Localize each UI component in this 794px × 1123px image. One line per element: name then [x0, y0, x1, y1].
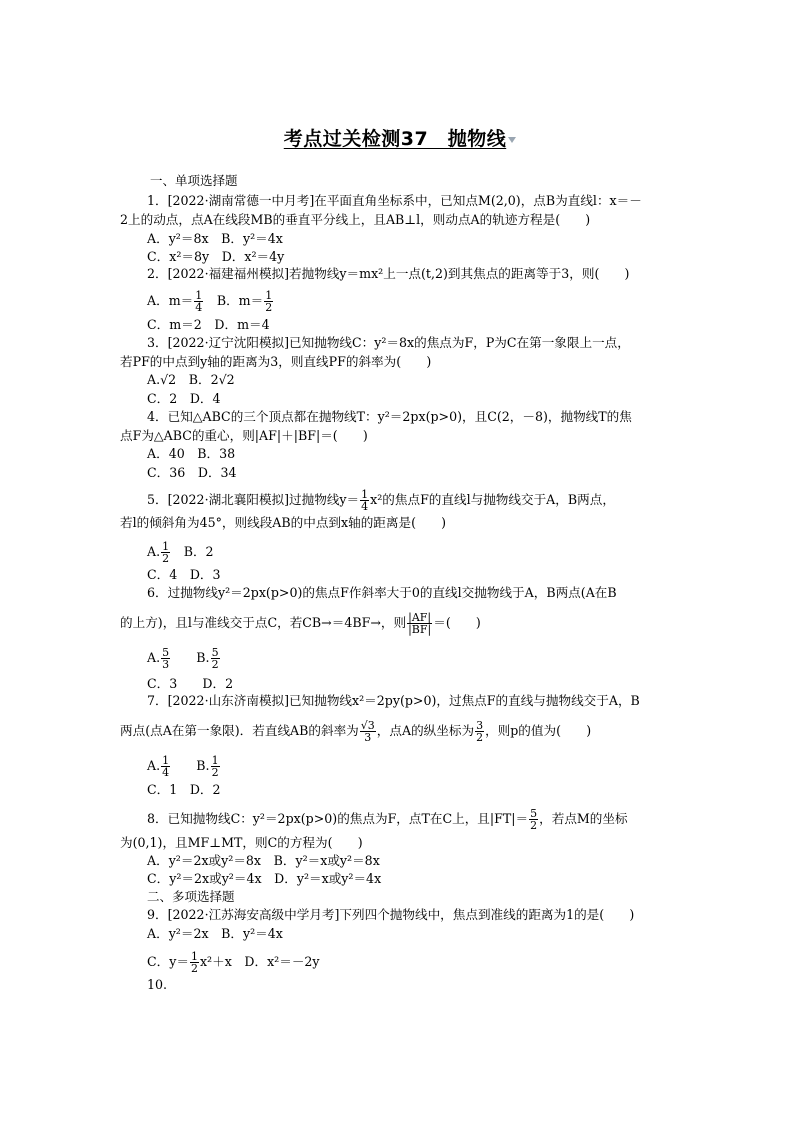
q4-options-cd: C．36 D．34 [147, 465, 237, 480]
fraction: $\frac{1}{2}$ [211, 754, 219, 779]
q5-options-cd: C．4 D．3 [147, 567, 221, 582]
q7-line1: 7．[2022·山东济南模拟]已知抛物线x²＝2py(p>0)，过焦点F的直线与抛物线交于A，B [147, 693, 640, 708]
q3-line2: 若PF的中点到y轴的距离为3，则直线PF的斜率为( ) [120, 354, 432, 369]
fraction: $\frac{√3}{3}$ [360, 719, 375, 744]
dropdown-marker-icon [508, 137, 516, 143]
q3-line1: 3．[2022·辽宁沈阳模拟]已知抛物线C：y²＝8x的焦点为F，P为C在第一象限上一点， [147, 335, 630, 350]
q9-options-ab: A．y²＝2x B．y²＝4x [147, 926, 283, 941]
q3-options-cd: C．2 D．4 [147, 391, 221, 406]
fraction: $\frac{5}{2}$ [211, 646, 219, 671]
q2-options-ab: A．m＝ $\frac{1}{4}$ B．m＝ $\frac{1}{2}$ [147, 289, 273, 314]
q6-options-cd: C．3 D．2 [147, 676, 234, 691]
q1-options-ab: A．y²＝8x B．y²＝4x [147, 231, 283, 246]
q8-line1: 8．已知抛物线C：y²＝2px(p>0)的焦点为F，点T在C上，且|FT|＝ $\frac{5}{2}$ ，若点M的坐标 [147, 807, 628, 832]
page-title: 考点过关检测37 抛物线 [120, 124, 680, 151]
q4-options-ab: A．40 B．38 [147, 446, 236, 461]
q6-line2: 的上方)，且l与准线交于点C，若CB→＝4BF→，则 $\frac{|AF|}{|BF|}$ ＝( ) [120, 611, 481, 636]
q8-options-cd: C．y²＝2x或y²＝4x D．y²＝x或y²＝4x [147, 871, 382, 886]
q3-options-ab: A.√2 B．2√2 [147, 372, 235, 387]
section-single-choice: 一、单项选择题 [150, 173, 238, 188]
q10-line1: 10. [147, 977, 168, 992]
fraction: $\frac{1}{4}$ [195, 289, 203, 314]
fraction: $\frac{3}{2}$ [476, 719, 484, 744]
q5-options-ab: A. $\frac{1}{2}$ B．2 [147, 540, 214, 565]
q8-line2: 为(0,1)，且MF⊥MT，则C的方程为( ) [120, 835, 363, 850]
q8-options-ab: A．y²＝2x或y²＝8x B．y²＝x或y²＝8x [147, 853, 380, 868]
q4-line1: 4．已知△ABC的三个顶点都在抛物线T：y²＝2px(p>0)，且C(2，－8)，抛物线T的焦 [147, 409, 632, 424]
q7-options-ab: A. $\frac{1}{4}$ B. $\frac{1}{2}$ [147, 754, 219, 779]
q1-line2: 2上的动点，点A在线段MB的垂直平分线上，且AB⊥l，则动点A的轨迹方程是( ) [120, 212, 591, 227]
fraction: $\frac{1}{4}$ [162, 754, 170, 779]
q6-options-ab: A. $\frac{5}{3}$ B. $\frac{5}{2}$ [147, 646, 219, 671]
fraction: $\frac{1}{2}$ [190, 950, 198, 975]
fraction: $\frac{1}{2}$ [162, 540, 170, 565]
q9-line1: 9．[2022·江苏海安高级中学月考]下列四个抛物线中，焦点到准线的距离为1的是( ) [147, 907, 635, 922]
fraction: $\frac{1}{4}$ [361, 488, 369, 513]
section-multi-choice: 二、多项选择题 [147, 889, 235, 904]
fraction: $\frac{5}{3}$ [162, 646, 170, 671]
q7-line2: 两点(点A在第一象限)．若直线AB的斜率为 $\frac{√3}{3}$ ，点A的纵坐标为 $\frac{3}{2}$ ，则p的值为( ) [120, 719, 592, 744]
q6-line1: 6．过抛物线y²＝2px(p>0)的焦点F作斜率大于0的直线l交抛物线于A，B两点(A在B [147, 585, 617, 600]
q1-options-cd: C．x²＝8y D．x²＝4y [147, 249, 285, 264]
q5-line1: 5．[2022·湖北襄阳模拟]过抛物线y＝ $\frac{1}{4}$ x²的焦点F的直线l与抛物线交于A，B两点， [147, 488, 615, 513]
q2-line1: 2．[2022·福建福州模拟]若抛物线y＝mx²上一点(t,2)到其焦点的距离等于3，则( ) [147, 266, 630, 281]
fraction: $\frac{5}{2}$ [530, 807, 538, 832]
q5-line2: 若l的倾斜角为45°，则线段AB的中点到x轴的距离是( ) [120, 515, 447, 530]
fraction: $\frac{1}{2}$ [265, 289, 273, 314]
fraction: $\frac{|AF|}{|BF|}$ [408, 611, 432, 636]
q1-line1: 1．[2022·湖南常德一中月考]在平面直角坐标系中，已知点M(2,0)，点B为直线l：x＝－ [147, 193, 642, 208]
q9-options-cd: C．y＝ $\frac{1}{2}$ x²＋x D．x²＝－2y [147, 950, 320, 975]
q2-options-cd: C．m＝2 D．m＝4 [147, 317, 270, 332]
q7-options-cd: C．1 D．2 [147, 782, 221, 797]
q4-line2: 点F为△ABC的重心，则|AF|＋|BF|＝( ) [120, 428, 368, 443]
